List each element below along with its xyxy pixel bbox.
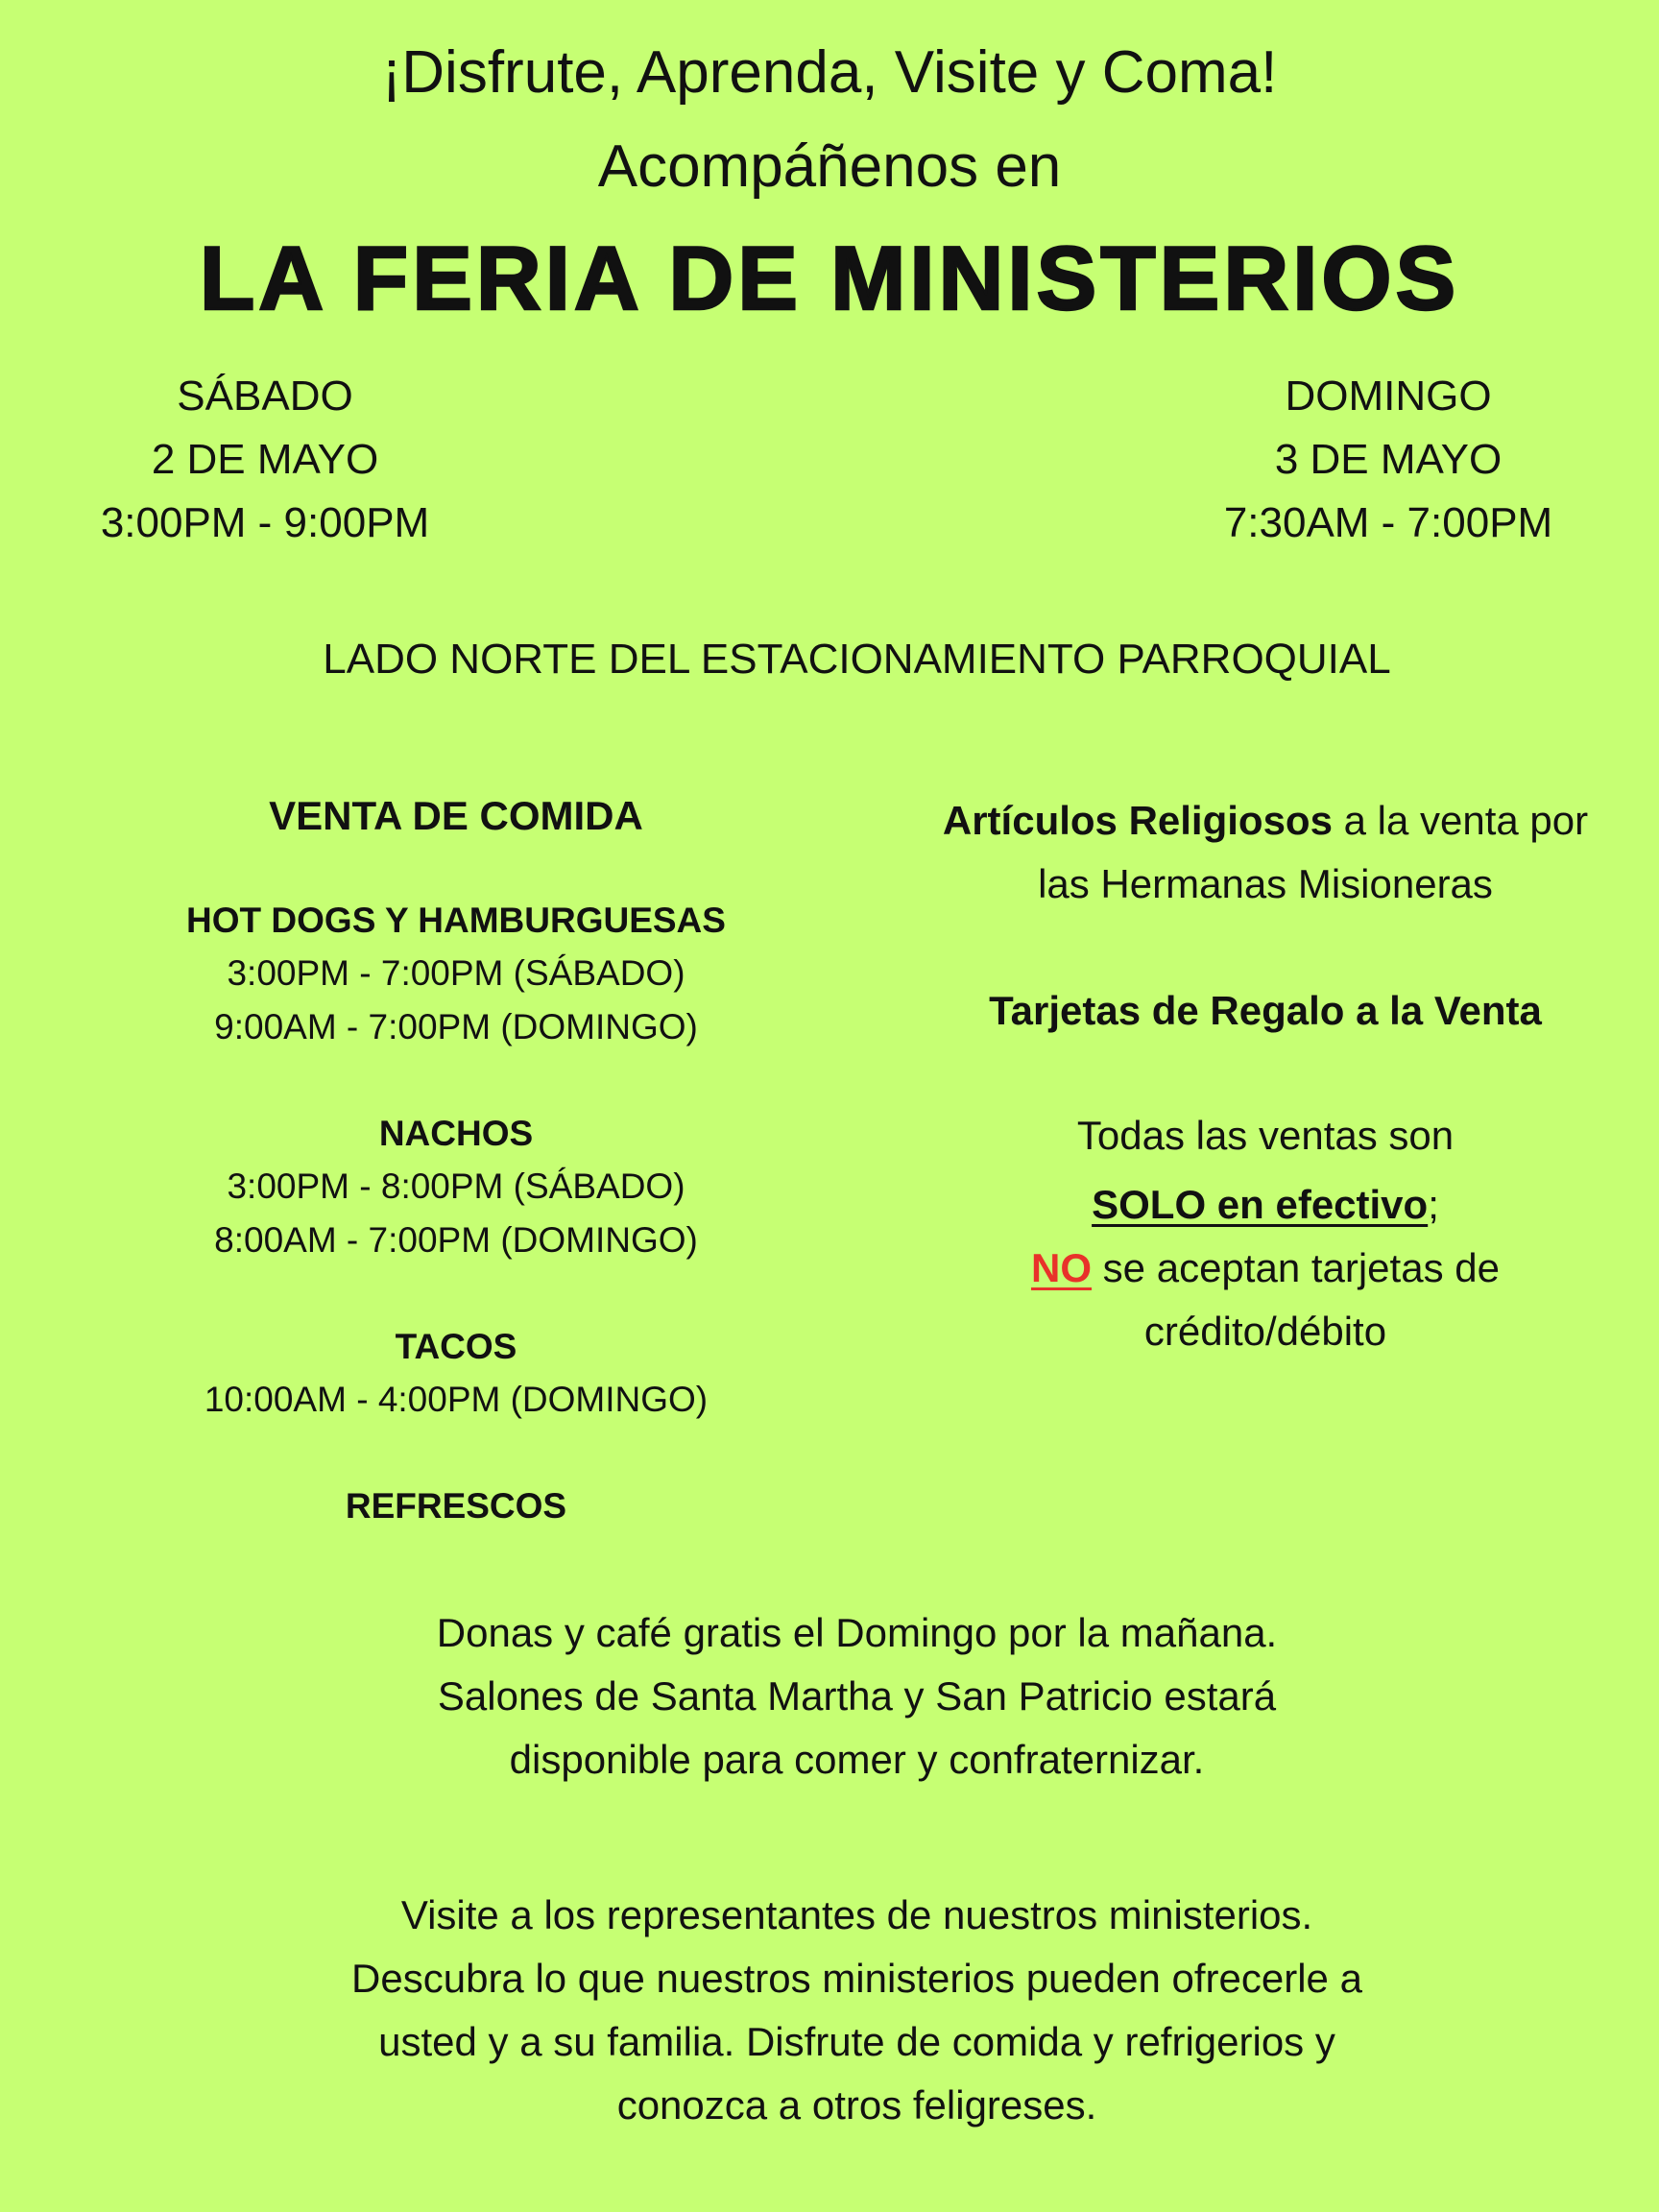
gift-cards-label: Tarjetas de Regalo a la Venta bbox=[989, 988, 1542, 1033]
religious-articles-line-2: las Hermanas Misioneras bbox=[1038, 861, 1493, 906]
food-sales-title: VENTA DE COMIDA bbox=[269, 793, 643, 838]
sunday-day: DOMINGO bbox=[1285, 373, 1492, 420]
cash-only-semicolon: ; bbox=[1428, 1182, 1439, 1227]
food-item-name: NACHOS bbox=[378, 1114, 534, 1153]
no-cards-line bbox=[901, 1237, 1630, 1300]
religious-articles-label: Artículos Religiosos bbox=[942, 798, 1333, 843]
cash-only-line-1: Todas las ventas son bbox=[1076, 1113, 1455, 1158]
sunday-date: 3 DE MAYO bbox=[1274, 436, 1503, 483]
donuts-line: Donas y café gratis el Domingo por la mañana. bbox=[436, 1610, 1278, 1655]
no-emphasis: NO bbox=[1031, 1245, 1093, 1290]
food-item-tacos bbox=[134, 1321, 778, 1427]
header-line-1: ¡Disfrute, Aprenda, Visite y Coma! bbox=[381, 39, 1278, 106]
donuts-line: Salones de Santa Martha y San Patricio estará bbox=[437, 1673, 1277, 1719]
header-line-2: Acompáñenos en bbox=[597, 133, 1062, 200]
food-item-name: TACOS bbox=[395, 1327, 517, 1366]
religious-articles-line-1 bbox=[901, 789, 1630, 853]
cash-only-emphasis: SOLO en efectivo bbox=[1092, 1182, 1429, 1227]
food-item-name: REFRESCOS bbox=[345, 1486, 567, 1526]
food-item-time: 3:00PM - 7:00PM (SÁBADO) bbox=[227, 953, 685, 993]
sales-info-section bbox=[901, 789, 1630, 1363]
visit-line: usted y a su familia. Disfrute de comida y refrigerios y bbox=[378, 2019, 1335, 2064]
religious-articles-text: a la venta por bbox=[1332, 798, 1589, 843]
cash-only-line-2 bbox=[901, 1173, 1630, 1237]
visit-line: Descubra lo que nuestros ministerios pueden ofrecerle a bbox=[351, 1956, 1362, 2001]
visit-line: Visite a los representantes de nuestros ministerios. bbox=[400, 1892, 1313, 1937]
food-item-time: 8:00AM - 7:00PM (DOMINGO) bbox=[214, 1220, 698, 1260]
event-title: LA FERIA DE MINISTERIOS bbox=[199, 228, 1460, 328]
event-location: LADO NORTE DEL ESTACIONAMIENTO PARROQUIAL bbox=[323, 636, 1391, 683]
food-item-nachos bbox=[134, 1108, 778, 1267]
food-item-name: HOT DOGS Y HAMBURGUESAS bbox=[186, 901, 726, 940]
no-cards-line-2: crédito/débito bbox=[1143, 1309, 1387, 1354]
sunday-hours: 7:30AM - 7:00PM bbox=[1223, 499, 1553, 546]
no-cards-text: se aceptan tarjetas de bbox=[1092, 1245, 1500, 1290]
visit-line: conozca a otros feligreses. bbox=[616, 2082, 1097, 2128]
food-item-hotdogs bbox=[134, 895, 778, 1054]
saturday-date: 2 DE MAYO bbox=[151, 436, 379, 483]
sunday-schedule bbox=[1196, 365, 1580, 555]
visit-paragraph bbox=[0, 1884, 1659, 2137]
food-item-time: 9:00AM - 7:00PM (DOMINGO) bbox=[214, 1007, 698, 1046]
saturday-hours: 3:00PM - 9:00PM bbox=[100, 499, 430, 546]
food-item-time: 3:00PM - 8:00PM (SÁBADO) bbox=[227, 1166, 685, 1206]
donuts-paragraph bbox=[0, 1601, 1659, 1791]
food-item-time: 10:00AM - 4:00PM (DOMINGO) bbox=[204, 1380, 709, 1419]
donuts-line: disponible para comer y confraternizar. bbox=[509, 1737, 1205, 1782]
food-item-refrescos bbox=[134, 1480, 778, 1532]
saturday-day: SÁBADO bbox=[177, 373, 353, 420]
food-sales-section bbox=[134, 789, 778, 1532]
saturday-schedule bbox=[73, 365, 457, 555]
